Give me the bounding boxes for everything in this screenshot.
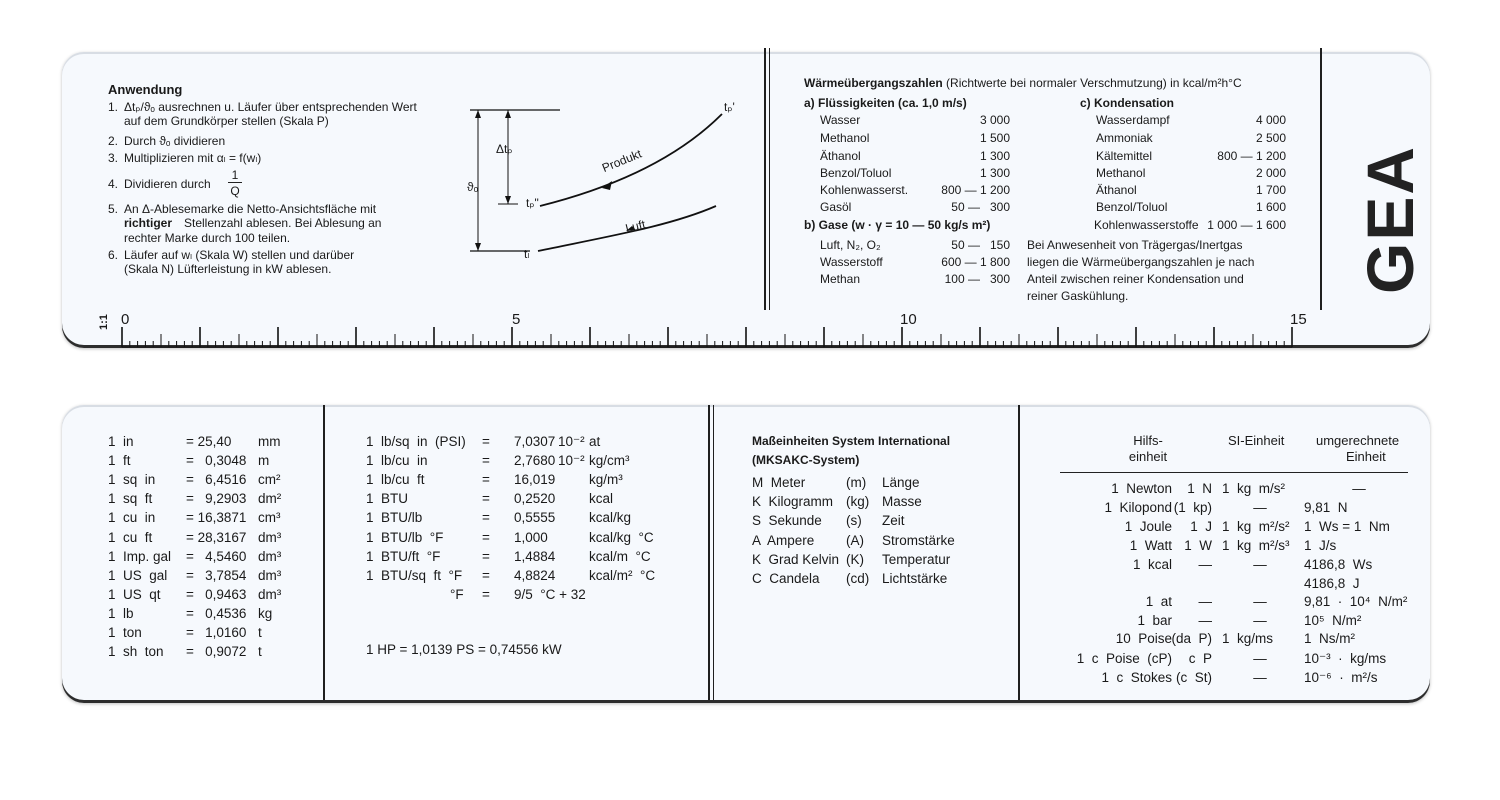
units-row-hilfs: (1 kp) [1173,500,1212,515]
imperial-value: = 0,9072 [186,644,247,660]
imperial-si-unit: t [258,644,262,660]
heat-value: 16,019 [514,472,556,488]
imperial-value: = 6,4516 [186,472,247,488]
units-row-si: — [1253,500,1267,515]
heat-unit: 1 BTU/ft °F [366,548,441,564]
step-4-fraction-denominator: Q [230,184,240,198]
step-6-line1: Läufer auf wₗ (Skala W) stellen und darüber [124,248,355,262]
fluessig-value-4: 800 — 1 200 [941,183,1010,197]
step-2-line1: Durch ϑₒ dividieren [124,134,226,148]
heat-si-unit: kcal/m² °C [589,567,656,583]
head-umg-2: Einheit [1346,449,1386,464]
theta-arrow-up [475,110,481,118]
heat-value: 0,5555 [514,510,556,526]
si-unit-meaning: Temperatur [882,551,951,567]
bottom-divider-3 [1018,405,1020,700]
kondens-value-5: 1 600 [1255,200,1286,214]
heat-value: 7,0307 [514,434,556,449]
heat-value: 2,7680 [514,453,556,469]
step-4-line1: Dividieren durch [124,177,211,191]
heat-value: 4,8824 [514,567,556,583]
fluessig-value-3: 1 300 [979,166,1010,180]
imperial-unit: 1 sh ton [108,644,164,660]
kondens-value-3: 2 000 [1255,166,1286,180]
kondens-name-3: Methanol [1096,166,1146,180]
heat-si-unit: at [589,434,601,449]
heat-si-unit: kg/m³ [589,472,623,488]
kondens-title: c) Kondensation [1080,96,1175,110]
imperial-value: = 0,3048 [186,453,247,469]
imperial-si-unit: dm³ [258,586,282,602]
ruler-scale-label: 1:1 [98,314,110,330]
units-row-name: 1 Joule [1124,519,1172,534]
units-row-hilfs: — [1198,613,1212,628]
top-divider-right [1320,48,1322,310]
fluessig-name-2: Äthanol [820,149,861,163]
step-5-line2: Stellenzahl ablesen. Bei Ablesung an [184,216,382,230]
imperial-value: = 3,7854 [186,567,247,583]
heat-equals: = [482,472,490,488]
imperial-unit: 1 US qt [108,586,161,602]
top-divider-left [764,48,766,310]
imperial-value: = 0,4536 [186,605,247,621]
si-unit-meaning: Zeit [882,513,905,529]
units-row-name: 1 Newton [1111,481,1172,496]
step-6-line2: (Skala N) Lüfterleistung in kW ablesen. [124,262,332,276]
heat-equals: = [482,586,490,602]
heat-unit: 1 BTU [366,491,409,507]
si-unit-name: A Ampere [752,532,815,548]
heat-equals: = [482,434,490,449]
units-row-si: 1 kg m/s² [1222,481,1286,496]
units-row-name: 1 Watt [1129,538,1172,553]
imperial-unit: 1 sq ft [108,491,153,507]
units-row-converted: 10⁻³ · kg/ms [1304,651,1387,666]
imperial-si-unit: dm² [258,491,282,507]
si-unit-meaning: Länge [882,475,920,490]
ruler [120,325,1310,350]
waerme-note-0: Bei Anwesenheit von Trägergas/Inertgas [1027,238,1243,252]
fluessig-value-1: 1 500 [979,131,1010,145]
units-row-converted: 1 Ns/m² [1304,631,1356,646]
imperial-si-unit: m [258,453,270,469]
heat-unit: 1 lb/cu ft [366,472,425,488]
imperial-unit: 1 ton [108,625,142,640]
units-row-hilfs: 1 W [1184,538,1212,553]
kondens-value-6: 1 000 — 1 600 [1207,218,1286,232]
fluessig-title: a) Flüssigkeiten (ca. 1,0 m/s) [804,96,967,110]
units-row-name: 1 c Poise (cP) [1076,651,1172,666]
si-unit-name: K Grad Kelvin [752,551,840,567]
units-row-hilfs: — [1198,594,1212,609]
diagram-label-theta: ϑₒ [467,180,479,194]
units-row-converted: 9,81 N [1304,500,1348,515]
fluessig-name-5: Gasöl [820,200,852,214]
units-row-si: — [1253,670,1267,685]
step-1-line2: auf dem Grundkörper stellen (Skala P) [124,114,329,128]
gase-value-2: 100 — 300 [944,272,1010,286]
kondens-name-2: Kältemittel [1096,149,1153,163]
si-unit-name: M Meter [752,475,806,490]
gase-value-1: 600 — 1 800 [941,255,1010,269]
kondens-value-1: 2 500 [1255,131,1286,145]
heat-equals: = [482,510,490,526]
heat-si-unit: kcal/kg °C [589,529,654,545]
heat-exponent: 10⁻² [558,434,585,449]
heat-unit: 1 BTU/lb °F [366,529,444,545]
heat-unit: °F [450,586,464,602]
head-hilfs-1: Hilfs- [1133,433,1163,448]
ruler-label-5: 5 [512,311,521,328]
step-6-num: 6. [108,248,119,262]
bottom-divider-1 [323,405,325,700]
units-row-hilfs: 1 J [1190,519,1212,534]
imperial-si-unit: mm [258,434,281,449]
diagram-label-luft: Luft [624,217,647,236]
si-unit-symbol: (A) [846,532,864,548]
heat-value: 1,000 [514,529,548,545]
kondens-name-4: Äthanol [1096,183,1137,197]
units-row-converted: 10⁵ N/m² [1304,613,1362,628]
step-1-line1: Δtₚ/ϑₒ ausrechnen u. Läufer über entsprechenden Wert [124,100,417,114]
fluessig-value-2: 1 300 [979,149,1010,163]
diagram-label-tl: tₗ [524,247,530,261]
kondens-name-1: Ammoniak [1096,131,1153,145]
imperial-value: = 9,2903 [186,491,247,507]
units-row-converted: 4186,8 Ws [1304,557,1373,572]
head-si: SI-Einheit [1228,433,1285,448]
imperial-value: = 25,40 [186,434,232,449]
imperial-value: = 0,9463 [186,586,247,602]
ruler-label-10: 10 [900,311,917,328]
head-hilfs-2: einheit [1128,449,1168,464]
imperial-si-unit: kg [258,605,273,621]
fluessig-name-1: Methanol [820,131,870,145]
fluessig-value-0: 3 000 [979,113,1010,127]
imperial-si-unit: cm³ [258,510,281,526]
kondens-value-4: 1 700 [1255,183,1286,197]
bottom-divider-2b [713,405,714,700]
diagram-label-delta: Δtₚ [496,142,513,156]
theta-arrow-down [475,243,481,251]
hp-conversion: 1 HP = 1,0139 PS = 0,74556 kW [366,642,562,657]
units-row-name: 1 at [1145,594,1172,609]
imperial-unit: 1 US gal [108,567,168,583]
si-system-subtitle: (MKSAKC-System) [752,453,860,467]
si-unit-symbol: (cd) [846,571,870,586]
fluessig-name-3: Benzol/Toluol [820,166,892,180]
kondens-value-2: 800 — 1 200 [1217,149,1286,163]
gase-name-0: Luft, N₂, O₂ [820,238,881,252]
si-unit-symbol: (m) [846,475,867,490]
step-3-line1: Multiplizieren mit αₗ = f(wₗ) [124,151,262,165]
heat-equals: = [482,548,490,564]
imperial-si-unit: dm³ [258,567,282,583]
step-5-line1: An Δ-Ablesemarke die Netto-Ansichtsfläche mit [124,202,377,216]
imperial-unit: 1 in [108,434,134,449]
si-unit-symbol: (K) [846,551,864,567]
temperature-diagram [460,96,750,266]
waerme-title-bold: Wärmeübergangszahlen [804,76,943,90]
heat-value: 0,2520 [514,491,556,507]
si-unit-symbol: (kg) [846,494,870,510]
units-row-name: 1 c Stokes [1101,670,1172,685]
imperial-unit: 1 cu ft [108,529,153,545]
waerme-note-2: Anteil zwischen reiner Kondensation und [1027,272,1244,286]
units-row-name: 1 bar [1137,613,1172,628]
diagram-label-tp2: tₚ" [526,196,539,210]
si-unit-meaning: Masse [882,494,922,510]
units-row-si: — [1253,594,1267,609]
heat-value: 9/5 °C + 32 [514,586,586,602]
si-system-title: Maßeinheiten System International [752,434,951,448]
imperial-value: = 16,3871 [186,510,247,526]
kondens-name-5: Benzol/Toluol [1096,200,1168,214]
anwendung-title: Anwendung [108,82,183,97]
si-unit-name: C Candela [752,571,820,586]
waerme-note-1: liegen die Wärmeübergangszahlen je nach [1027,255,1255,269]
imperial-unit: 1 cu in [108,510,156,526]
units-row-hilfs: c P [1188,651,1212,666]
heat-equals: = [482,529,490,545]
units-row-hilfs: (da P) [1171,631,1212,646]
step-3-num: 3. [108,151,119,165]
waerme-title-rest: (Richtwerte bei normaler Verschmutzung) in kcal/m²h°C [946,76,1242,90]
heat-si-unit: kcal [589,491,614,507]
imperial-si-unit: dm³ [258,529,282,545]
units-row-hilfs: — [1198,557,1212,572]
kondens-value-0: 4 000 [1255,113,1286,127]
fluessig-name-0: Wasser [820,113,861,127]
units-table-header-rule [1060,472,1408,473]
imperial-unit: 1 lb [108,605,134,621]
heat-si-unit: kcal/m °C [589,548,651,564]
fluessig-name-4: Kohlenwasserst. [820,183,909,197]
units-row-hilfs: (c St) [1176,670,1212,685]
delta-arrow-up [505,110,511,118]
step-1-num: 1. [108,100,119,114]
si-unit-meaning: Lichtstärke [882,571,948,586]
units-row-converted: 1 J/s [1304,538,1337,553]
step-5-line3: rechter Marke durch 100 teilen. [124,231,291,245]
ruler-label-15: 15 [1290,311,1307,328]
si-unit-meaning: Stromstärke [882,532,955,548]
step-4-fraction-numerator: 1 [228,168,242,183]
units-row-si: 1 kg m²/s² [1222,519,1290,534]
gea-logo: GEA [1353,144,1427,294]
step-5-num: 5. [108,202,119,216]
units-row-si: — [1253,651,1267,666]
kondens-name-0: Wasserdampf [1096,113,1170,127]
units-row-converted: 4186,8 J [1304,576,1360,591]
units-row-name: 1 Kilopond [1104,500,1172,515]
heat-unit: 1 BTU/lb [366,510,423,526]
step-2-num: 2. [108,134,119,148]
ruler-label-0: 0 [121,311,130,328]
heat-unit: 1 lb/cu in [366,453,428,469]
imperial-unit: 1 ft [108,453,131,469]
si-unit-name: S Sekunde [752,513,822,529]
units-row-converted: 1 Ws = 1 Nm [1304,519,1390,534]
waerme-note-3: reiner Gaskühlung. [1027,289,1129,303]
heat-unit: 1 BTU/sq ft °F [366,567,463,583]
top-divider-left-2 [769,48,770,310]
units-row-converted: 9,81 · 10⁴ N/m² [1304,594,1408,609]
heat-si-unit: kcal/kg [589,510,632,526]
imperial-value: = 1,0160 [186,625,247,640]
imperial-si-unit: cm² [258,472,281,488]
si-unit-symbol: (s) [846,513,862,529]
imperial-si-unit: dm³ [258,548,282,564]
step-4-num: 4. [108,177,119,191]
units-row-converted: 10⁻⁶ · m²/s [1304,670,1378,685]
units-row-si: 1 kg m²/s³ [1222,538,1290,553]
step-5-bold-word: richtiger [124,216,173,230]
head-umg-1: umgerechnete [1316,433,1400,448]
heat-exponent: 10⁻² [558,453,585,469]
imperial-si-unit: t [258,625,262,640]
gase-value-0: 50 — 150 [951,238,1010,252]
gase-title: b) Gase (w · γ = 10 — 50 kg/s m²) [804,218,991,232]
units-row-name: 10 Poise [1115,631,1172,646]
diagram-label-tp1: tₚ' [724,100,735,114]
bottom-divider-2 [708,405,710,700]
heat-unit: 1 lb/sq in (PSI) [366,434,466,449]
si-unit-name: K Kilogramm [752,494,834,510]
gase-name-1: Wasserstoff [820,255,883,269]
units-row-si: 1 kg/ms [1222,631,1274,646]
heat-si-unit: kg/cm³ [589,453,630,469]
units-row-hilfs: 1 N [1187,481,1212,496]
heat-equals: = [482,491,490,507]
units-row-si: — [1253,557,1267,572]
kondens-name-6: Kohlenwasserstoffe [1094,218,1199,232]
heat-equals: = [482,453,490,469]
delta-arrow-down [505,196,511,204]
units-row-si: — [1253,613,1267,628]
fluessig-value-5: 50 — 300 [951,200,1010,214]
gase-name-2: Methan [820,272,861,286]
imperial-unit: 1 sq in [108,472,156,488]
heat-value: 1,4884 [514,548,556,564]
waerme-title [804,76,1242,90]
imperial-unit: 1 Imp. gal [108,548,172,564]
imperial-value: = 4,5460 [186,548,247,564]
diagram-label-produkt: Produkt [600,146,644,175]
heat-equals: = [482,567,490,583]
units-row-name: 1 kcal [1132,557,1172,572]
units-row-converted: — [1352,481,1366,496]
imperial-value: = 28,3167 [186,529,247,545]
